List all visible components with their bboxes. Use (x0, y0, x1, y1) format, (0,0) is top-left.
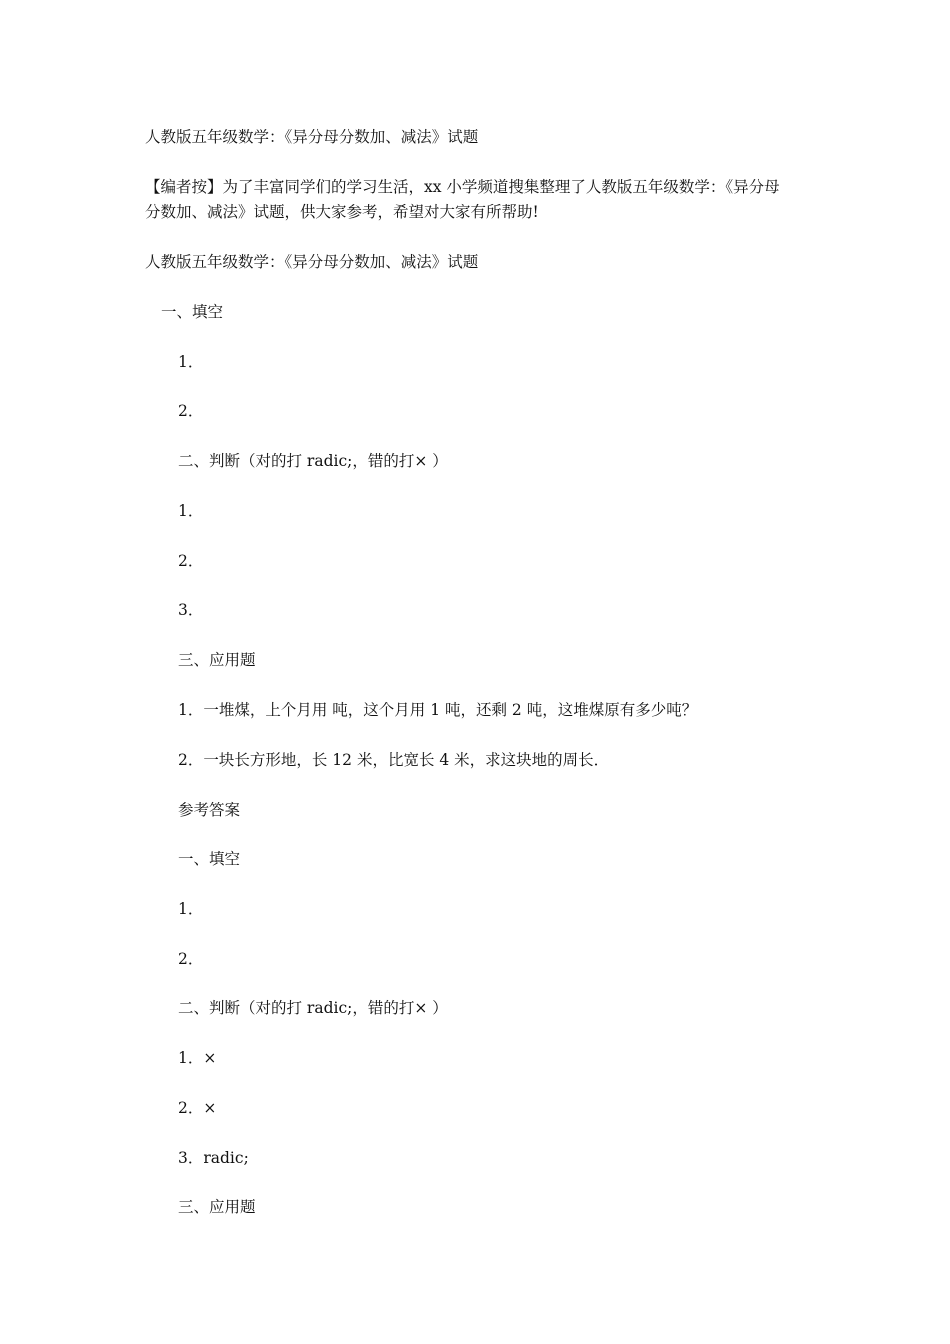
section-heading-fill-blank: 一、填空 (161, 303, 224, 321)
question-item: 1．一堆煤，上个月用 吨，这个月用 1 吨，还剩 2 吨，这堆煤原有多少吨？ (178, 701, 698, 719)
answer-item: 1． (178, 900, 204, 918)
question-item: 2． (178, 402, 204, 420)
answer-item: 2．× (178, 1099, 217, 1117)
answer-section-heading-true-false: 二、判断（对的打 radic;，错的打× ） (178, 999, 448, 1017)
question-item: 1． (178, 502, 204, 520)
section-heading-true-false: 二、判断（对的打 radic;，错的打× ） (178, 452, 448, 470)
question-item: 2． (178, 552, 204, 570)
editor-note-line-1: 【编者按】为了丰富同学们的学习生活，xx 小学频道搜集整理了人教版五年级数学：《异分母 (145, 178, 780, 196)
question-item: 2．一块长方形地，长 12 米，比宽长 4 米，求这块地的周长． (178, 751, 610, 769)
editor-note-line-2: 分数加、减法》试题，供大家参考，希望对大家有所帮助! (145, 203, 539, 221)
document-subtitle: 人教版五年级数学：《异分母分数加、减法》试题 (145, 253, 479, 271)
document-title: 人教版五年级数学：《异分母分数加、减法》试题 (145, 128, 479, 146)
answer-section-heading-word-problems: 三、应用题 (178, 1198, 256, 1216)
section-heading-word-problems: 三、应用题 (178, 651, 256, 669)
answer-item: 2． (178, 950, 204, 968)
answers-heading: 参考答案 (178, 801, 241, 819)
answer-item: 1．× (178, 1049, 217, 1067)
question-item: 3． (178, 601, 204, 619)
answer-item: 3．radic; (178, 1149, 249, 1167)
question-item: 1． (178, 353, 204, 371)
answer-section-heading-fill-blank: 一、填空 (178, 850, 241, 868)
